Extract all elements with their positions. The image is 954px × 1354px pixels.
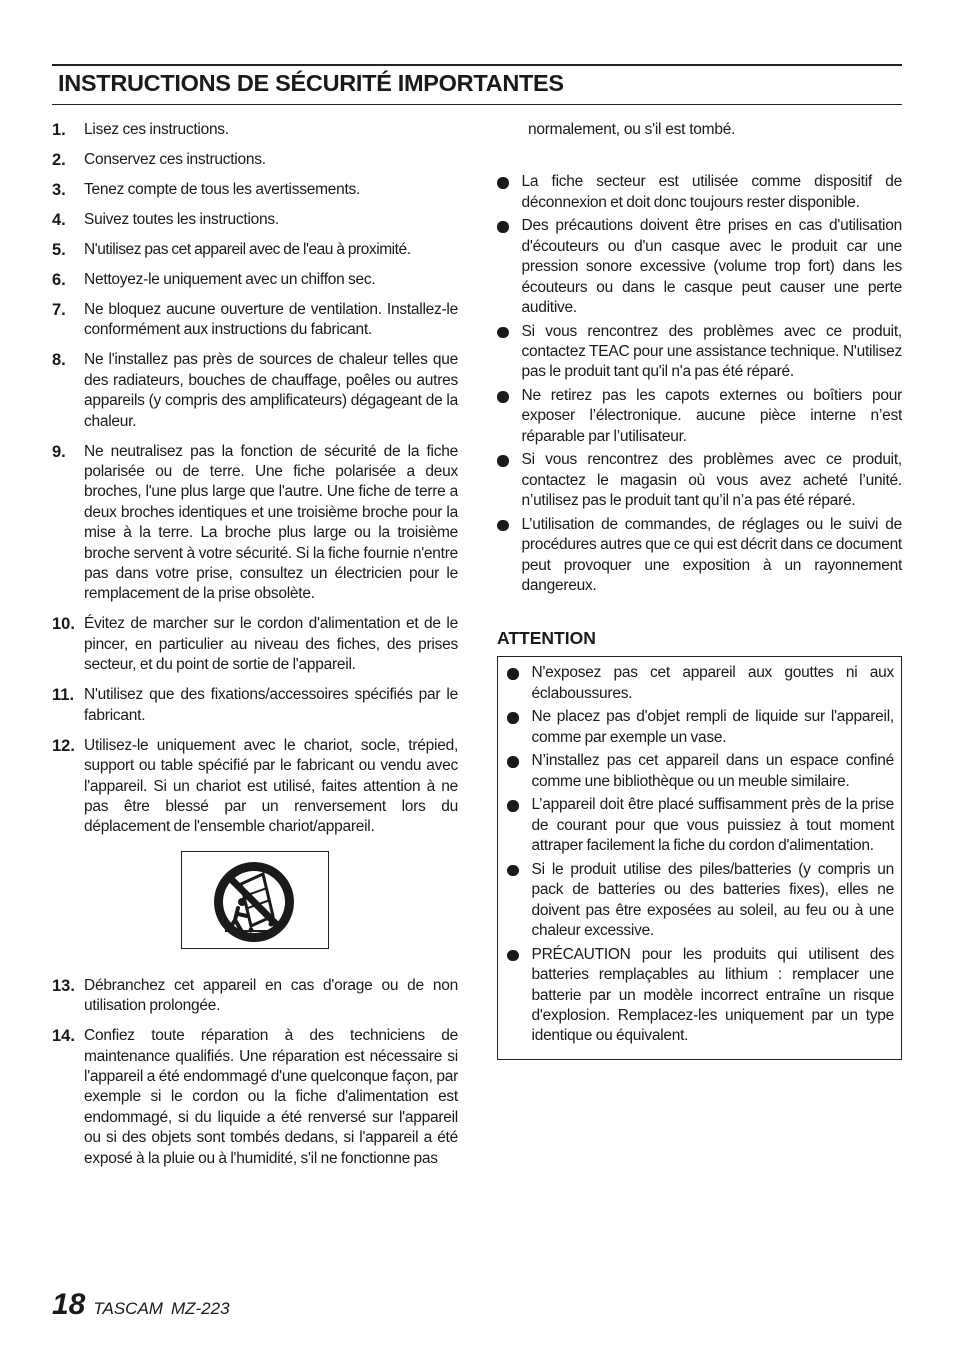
bullet-item [507, 751, 894, 792]
bullet-item [497, 172, 902, 213]
item-text: Évitez de marcher sur le cordon d'alimentation et de le pincer, en particulier au niveau des fiches, des prises secteur, et du point de sortie de l'appareil. [84, 615, 458, 674]
item-number: 6. [52, 271, 66, 289]
list-item [52, 240, 458, 260]
bullet-icon [507, 756, 519, 768]
item-number: 14. [52, 1027, 75, 1046]
bullet-icon [507, 668, 519, 680]
page-footer [52, 1288, 230, 1322]
model-name: MZ-223 [170, 1299, 230, 1318]
item-number: 2. [52, 151, 66, 169]
bullet-text: Des précautions doivent être prises en cas d'utilisation d'écouteurs ou d'un casque avec le produit car une pression sonore excessive (volume trop fort) dans les écouteurs ou dans le casque peut causer une perte auditive. [521, 217, 902, 317]
page-number: 18 [52, 1288, 86, 1321]
cart-tip-over-warning-icon [211, 858, 299, 942]
page-title: INSTRUCTIONS DE SÉCURITÉ IMPORTANTES [58, 70, 564, 96]
brand-name: TASCAM [93, 1299, 163, 1318]
item-text: N'utilisez que des fixations/accessoires spécifiés par le fabricant. [84, 686, 458, 724]
bullet-text: Si vous rencontrez des problèmes avec ce produit, contactez le magasin où vous avez acheté l’unité. n’utilisez pas le produit tant qu’il n’a pas été réparé. [521, 451, 902, 510]
item-text: N'utilisez pas cet appareil avec de l'eau à proximité. [84, 241, 411, 258]
list-item [52, 350, 458, 432]
bullet-text: L’utilisation de commandes, de réglages ou le suivi de procédures autres que ce qui est décrit dans ce document peut provoquer une exposition à un rayonnement dangereux. [521, 515, 902, 595]
bullet-item [507, 945, 894, 1047]
bullet-text: Ne placez pas d'objet rempli de liquide sur l'appareil, comme par exemple un vase. [531, 708, 894, 746]
list-item [52, 976, 458, 1017]
bullet-icon [507, 712, 519, 724]
bullet-text: Ne retirez pas les capots externes ou boîtiers pour exposer l’électronique. aucune pièce interne n’est réparable par l’utilisateur. [521, 387, 902, 445]
item-text: Ne bloquez aucune ouverture de ventilation. Installez-le conformément aux instructions du fabricant. [84, 301, 458, 339]
attention-heading: ATTENTION [497, 628, 596, 649]
list-item [52, 150, 458, 170]
list-item [52, 614, 458, 675]
bullet-item [497, 515, 902, 597]
list-item [52, 210, 458, 230]
item-number: 9. [52, 442, 66, 461]
item-text: Ne l'installez pas près de sources de chaleur telles que des radiateurs, bouches de chauffage, poêles ou autres appareils (y compris des amplificateurs) dégageant de la chaleur. [84, 351, 458, 430]
title-rule [52, 104, 902, 105]
bullet-text: La fiche secteur est utilisée comme dispositif de déconnexion et doit donc toujours rester disponible. [521, 173, 902, 211]
bullet-item [497, 216, 902, 318]
item-text: Nettoyez-le uniquement avec un chiffon sec. [84, 271, 376, 288]
bullet-item [507, 663, 894, 704]
bullet-text: N'exposez pas cet appareil aux gouttes ni aux éclaboussures. [531, 664, 894, 702]
bullet-icon [497, 221, 509, 233]
item-14-continuation: normalement, ou s'il est tombé. [528, 121, 736, 138]
item-text: Tenez compte de tous les avertissements. [84, 181, 361, 198]
list-item [52, 300, 458, 341]
bullet-item [497, 386, 902, 447]
bullet-icon [497, 391, 509, 403]
cart-warning-figure [181, 851, 329, 949]
item-number: 12. [52, 736, 75, 755]
bullet-icon [497, 327, 509, 339]
item-number: 13. [52, 976, 75, 995]
right-column [497, 120, 902, 1060]
bullet-icon [507, 800, 519, 812]
item-number: 10. [52, 615, 75, 634]
list-item [52, 736, 458, 838]
list-item [52, 180, 458, 200]
bullet-item [507, 707, 894, 748]
item-text: Utilisez-le uniquement avec le chariot, socle, trépied, support ou table spécifié par le fabricant ou vendu avec l'appareil. Si un chariot est utilisé, faites attention à ne pas être blessé par un renversement lors du déplacement de l'ensemble chariot/appareil. [84, 736, 458, 836]
item-number: 8. [52, 351, 66, 370]
item-number: 1. [52, 121, 66, 139]
item-number: 7. [52, 301, 66, 319]
item-text: Conservez ces instructions. [84, 151, 266, 168]
bullet-item [497, 322, 902, 383]
item-number: 3. [52, 181, 66, 199]
list-item [52, 270, 458, 290]
list-item [52, 442, 458, 605]
list-item [52, 685, 458, 726]
left-column [52, 120, 458, 1179]
item-text: Suivez toutes les instructions. [84, 211, 279, 228]
bullet-icon [507, 865, 519, 877]
item-number: 11. [52, 686, 75, 705]
item-text: Débranchez cet appareil en cas d'orage ou de non utilisation prolongée. [84, 976, 458, 1015]
item-text: Ne neutralisez pas la fonction de sécurité de la fiche polarisée ou de terre. Une fiche polarisée a deux broches, l'une plus large que l'autre. Une fiche de terre a deux broches identiques et une troisième broche pour la mise à la terre. La broche plus large ou la troisième broche servent à votre sécurité. Si la fiche fournie n'entre pas dans votre prise, consultez un électricien pour le remplacement de la prise obsolète. [84, 442, 458, 603]
attention-box [497, 656, 902, 1059]
top-rule [52, 64, 902, 66]
bullet-icon [497, 455, 509, 467]
bullet-item [507, 795, 894, 856]
bullet-text: N’installez pas cet appareil dans un espace confiné comme une bibliothèque ou un meuble similaire. [531, 752, 894, 790]
bullet-item [497, 450, 902, 511]
bullet-icon [507, 950, 519, 962]
bullet-text: PRÉCAUTION pour les produits qui utilisent des batteries remplaçables au lithium : remplacer une batterie par un modèle incorrect entraîne un risque d'explosion. Remplacez-les uniquement par un type identique ou équivalent. [531, 945, 894, 1045]
list-item [52, 120, 458, 140]
item-number: 5. [52, 241, 66, 259]
bullet-text: Si vous rencontrez des problèmes avec ce produit, contactez TEAC pour une assistance technique. N'utilisez pas le produit tant qu'il n'a pas été réparé. [521, 322, 902, 381]
list-item [52, 1026, 458, 1169]
bullet-text: L’appareil doit être placé suffisamment près de la prise de courant pour que vous puissiez à tout moment attraper facilement la fiche du cordon d'alimentation. [531, 796, 894, 855]
item-number: 4. [52, 211, 66, 229]
bullet-item [507, 860, 894, 942]
bullet-icon [497, 177, 509, 189]
item-text: Lisez ces instructions. [84, 121, 229, 138]
item-text: Confiez toute réparation à des techniciens de maintenance qualifiés. Une réparation est nécessaire si l'appareil a été endommagé d'une quelconque façon, par exemple si le cordon ou la fiche d'alimentation est endommagé, si du liquide a été renversé sur l'appareil ou si des objets sont tombés dedans, si l'appareil a été exposé à la pluie ou à l'humidité, s'il ne fonctionne pas [84, 1027, 458, 1167]
bullet-icon [497, 520, 509, 532]
bullet-text: Si le produit utilise des piles/batteries (y compris un pack de batteries ou des batteries fixes), elles ne doivent pas être exposées au soleil, au feu ou à une chaleur excessive. [531, 860, 894, 940]
